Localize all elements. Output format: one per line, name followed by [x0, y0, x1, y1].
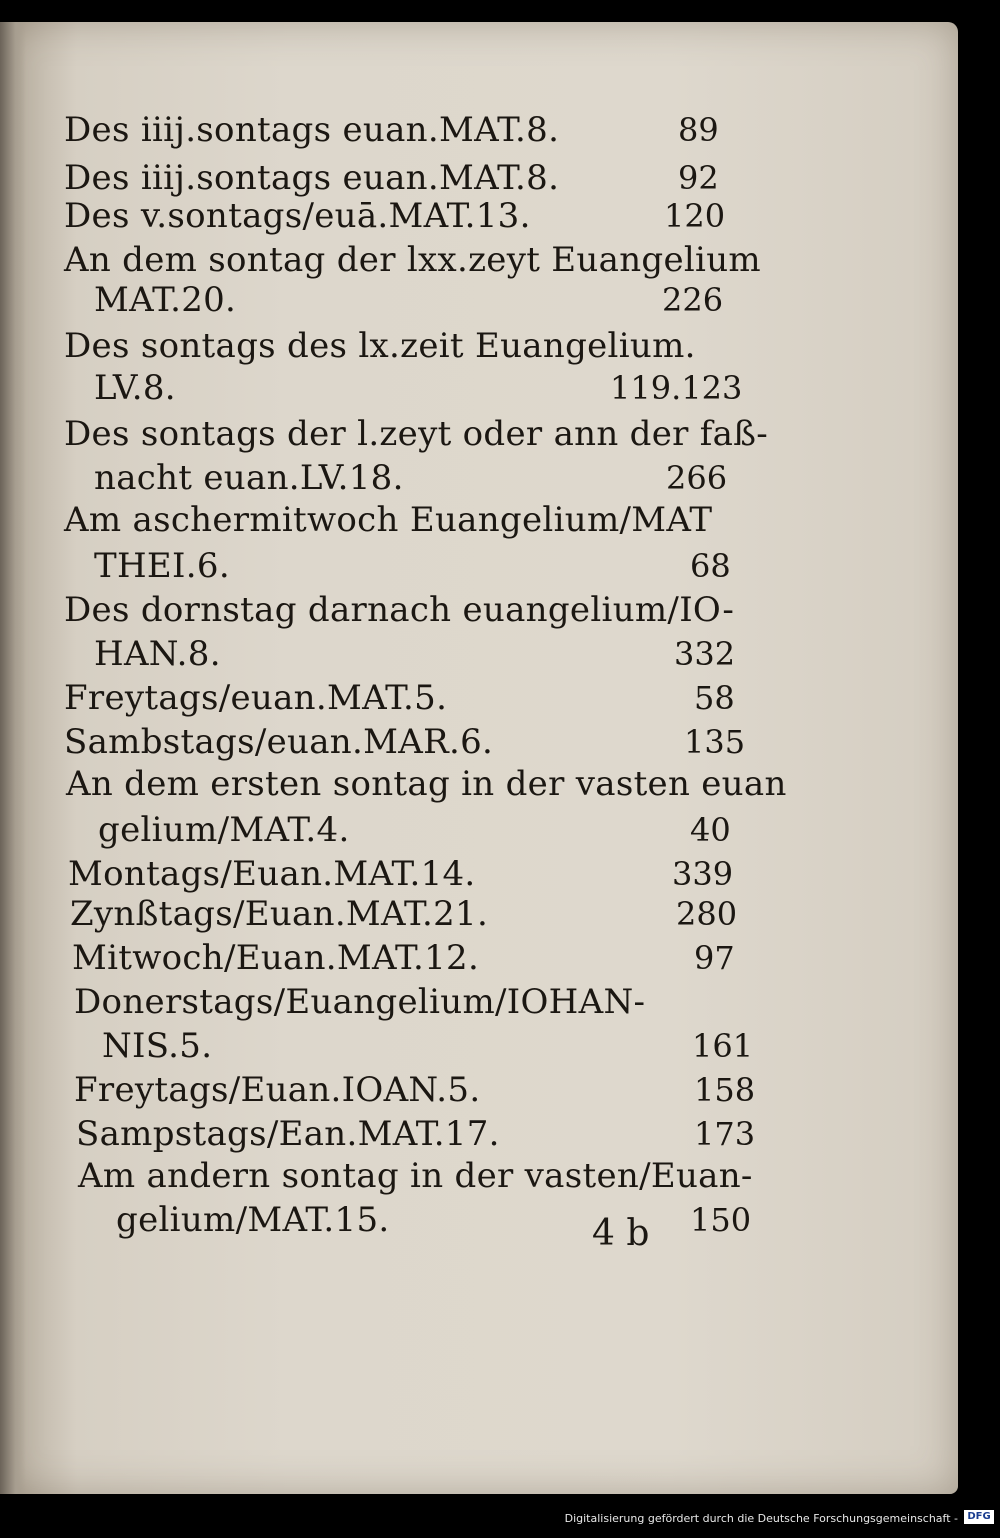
entry-text: An dem sontag der lxx.zeyt Euangelium — [64, 240, 761, 280]
index-entry — [0, 1026, 958, 1066]
entry-text: Des sontags der l.zeyt oder ann der faß- — [64, 414, 769, 454]
entry-text: Freytags/euan.MAT.5. — [64, 678, 448, 718]
footer-credit: Digitalisierung gefördert durch die Deutsche Forschungsgemeinschaft - — [564, 1512, 958, 1525]
entry-text: Am andern sontag in der vasten/Euan- — [78, 1156, 753, 1196]
index-entry — [0, 938, 958, 978]
index-entry — [0, 894, 958, 934]
entry-text: An dem ersten sontag in der vasten euan — [66, 764, 787, 804]
index-entry — [0, 458, 958, 498]
entry-page-number: 119.123 — [610, 369, 743, 407]
entry-page-number: 58 — [694, 679, 735, 717]
index-entry — [0, 764, 958, 804]
entry-page-number: 161 — [692, 1027, 754, 1065]
entry-text: Des iiij.sontags euan.MAT.8. — [64, 158, 560, 198]
entry-page-number: 92 — [678, 159, 719, 197]
index-entry — [0, 1114, 958, 1154]
entry-text: Montags/Euan.MAT.14. — [68, 854, 476, 894]
entry-page-number: 135 — [684, 723, 746, 761]
index-entry — [0, 500, 958, 540]
index-entry — [0, 722, 958, 762]
entry-page-number: 332 — [674, 635, 736, 673]
index-entry — [0, 158, 958, 198]
entry-text: MAT.20. — [94, 280, 237, 320]
index-entry — [0, 982, 958, 1022]
entry-page-number: 120 — [664, 197, 726, 235]
entry-text: LV.8. — [94, 368, 176, 408]
index-entry — [0, 368, 958, 408]
entry-page-number: 280 — [676, 895, 738, 933]
entry-text: Des iiij.sontags euan.MAT.8. — [64, 110, 560, 150]
entry-text: Des v.sontags/euā.MAT.13. — [64, 196, 531, 236]
entry-text: Des dornstag darnach euangelium/IO- — [64, 590, 735, 630]
entry-page-number: 150 — [690, 1201, 752, 1239]
index-entry — [0, 414, 958, 454]
signature-mark: 4 b — [592, 1213, 650, 1254]
entry-text: nacht euan.LV.18. — [94, 458, 404, 498]
index-entry — [0, 1156, 958, 1196]
entry-text: Sampstags/Ean.MAT.17. — [76, 1114, 500, 1154]
dfg-logo-icon: DFG — [964, 1510, 994, 1524]
entry-text: Freytags/Euan.IOAN.5. — [74, 1070, 481, 1110]
entry-text: gelium/MAT.15. — [116, 1200, 390, 1240]
entry-text: Sambstags/euan.MAR.6. — [64, 722, 494, 762]
entry-page-number: 97 — [694, 939, 735, 977]
index-entry — [0, 590, 958, 630]
index-entry — [0, 1070, 958, 1110]
entry-text: Zynßtags/Euan.MAT.21. — [70, 894, 489, 934]
entry-page-number: 266 — [666, 459, 728, 497]
entry-text: gelium/MAT.4. — [98, 810, 350, 850]
entry-page-number: 173 — [694, 1115, 756, 1153]
index-entry — [0, 1200, 958, 1240]
entry-text: Des sontags des lx.zeit Euangelium. — [64, 326, 696, 366]
footer-bar — [0, 1494, 1000, 1538]
entry-page-number: 89 — [678, 111, 719, 149]
entry-text: Am aschermitwoch Euangelium/MAT — [64, 500, 713, 540]
entry-text: THEI.6. — [94, 546, 230, 586]
index-entry — [0, 240, 958, 280]
entry-text: NIS.5. — [102, 1026, 213, 1066]
index-entry — [0, 546, 958, 586]
index-entry — [0, 196, 958, 236]
index-entry — [0, 634, 958, 674]
index-entry — [0, 854, 958, 894]
index-entry — [0, 810, 958, 850]
entry-text: Mitwoch/Euan.MAT.12. — [72, 938, 480, 978]
index-entry — [0, 110, 958, 150]
entry-page-number: 40 — [690, 811, 731, 849]
entry-page-number: 226 — [662, 281, 724, 319]
index-entry — [0, 326, 958, 366]
index-entry — [0, 678, 958, 718]
entry-page-number: 339 — [672, 855, 734, 893]
entry-page-number: 158 — [694, 1071, 756, 1109]
entry-text: Donerstags/Euangelium/IOHAN- — [74, 982, 646, 1022]
entry-page-number: 68 — [690, 547, 731, 585]
index-entry — [0, 280, 958, 320]
entry-text: HAN.8. — [94, 634, 221, 674]
